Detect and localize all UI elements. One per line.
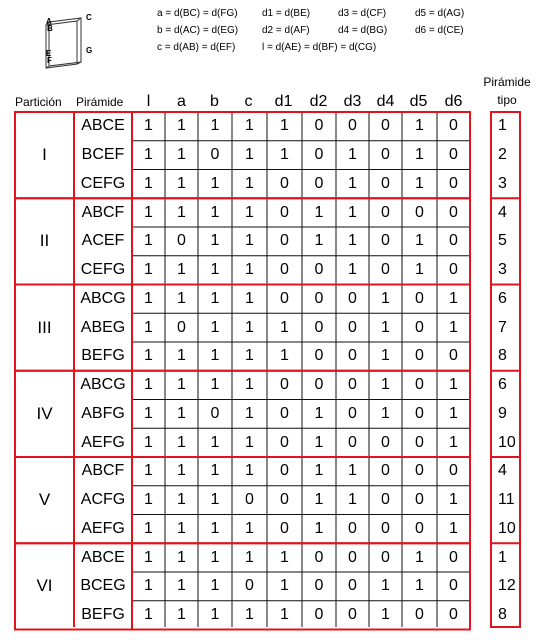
- value-cell: 0: [280, 203, 289, 221]
- tipo-value: 8: [498, 606, 507, 624]
- value-cell: 0: [449, 174, 458, 192]
- definition-1-2: d4 = d(BG): [338, 25, 388, 36]
- definition-0-3: d5 = d(AG): [415, 8, 465, 19]
- value-cell: 1: [210, 462, 220, 480]
- value-cell: 1: [144, 548, 153, 566]
- value-cell: 0: [314, 289, 324, 307]
- value-cell: 1: [245, 433, 254, 451]
- value-cell: 0: [280, 174, 289, 192]
- value-cell: 0: [381, 519, 390, 537]
- value-cell: 1: [177, 117, 186, 135]
- value-cell: 0: [449, 261, 458, 279]
- value-cell: 0: [210, 146, 220, 164]
- pyramid-label: ABCF: [81, 462, 125, 480]
- value-cell: 0: [314, 318, 324, 336]
- value-cell: 0: [314, 117, 324, 135]
- value-cell: 0: [449, 347, 458, 365]
- value-cell: 1: [245, 404, 254, 422]
- tipo-value: 6: [498, 376, 507, 394]
- pyramid-label: ABCE: [81, 548, 125, 566]
- value-cell: 0: [381, 433, 390, 451]
- value-cell: 1: [144, 577, 153, 595]
- value-cell: 1: [415, 548, 424, 566]
- value-cell: 0: [415, 289, 424, 307]
- value-cell: 1: [280, 548, 289, 566]
- value-cell: 0: [280, 491, 289, 509]
- tipo-value: 11: [498, 491, 515, 509]
- value-cell: 1: [144, 174, 153, 192]
- value-cell: 1: [177, 462, 186, 480]
- value-cell: 0: [381, 203, 390, 221]
- pyramid-label: BEFG: [81, 606, 125, 624]
- value-cell: 0: [381, 146, 390, 164]
- value-cell: 1: [144, 261, 153, 279]
- value-cell: 1: [177, 376, 186, 394]
- tipo-value: 1: [498, 117, 507, 135]
- value-cell: 1: [415, 146, 424, 164]
- value-cell: 0: [348, 117, 357, 135]
- value-cell: 0: [348, 376, 357, 394]
- value-cell: 1: [210, 433, 220, 451]
- column-header-c: c: [244, 93, 253, 110]
- value-cell: 1: [210, 261, 220, 279]
- value-cell: 0: [314, 376, 324, 394]
- value-cell: 0: [449, 577, 458, 595]
- value-cell: 0: [210, 404, 220, 422]
- value-cell: 1: [177, 146, 186, 164]
- value-cell: 0: [348, 318, 357, 336]
- value-cell: 1: [245, 376, 254, 394]
- pyramid-label: BCEG: [80, 577, 126, 595]
- value-cell: 1: [449, 404, 458, 422]
- tipo-value: 12: [498, 577, 516, 595]
- value-cell: 1: [177, 203, 186, 221]
- value-cell: 0: [381, 261, 390, 279]
- definition-0-1: d1 = d(BE): [262, 8, 311, 19]
- value-cell: 0: [381, 174, 390, 192]
- value-cell: 1: [210, 203, 220, 221]
- pyramid-label: AEFG: [81, 519, 125, 537]
- value-cell: 1: [210, 318, 220, 336]
- value-cell: 1: [210, 347, 220, 365]
- definition-1-1: d2 = d(AF): [262, 25, 310, 36]
- value-cell: 0: [314, 146, 324, 164]
- column-header-b: b: [210, 93, 219, 110]
- cube-vertex-a: A: [46, 17, 52, 26]
- column-header-l: l: [146, 93, 151, 110]
- value-cell: 1: [144, 433, 153, 451]
- value-cell: 1: [245, 203, 254, 221]
- cube-vertex-c: C: [86, 13, 92, 22]
- pyramid-label: CEFG: [80, 261, 126, 279]
- tipo-value: 8: [498, 347, 507, 365]
- pyramid-label: ABFG: [81, 404, 125, 422]
- value-cell: 0: [449, 203, 458, 221]
- cube-vertex-e: E: [46, 49, 52, 58]
- value-cell: 1: [280, 577, 289, 595]
- value-cell: 1: [144, 232, 153, 250]
- value-cell: 1: [144, 289, 153, 307]
- value-cell: 1: [381, 404, 390, 422]
- value-cell: 1: [177, 289, 186, 307]
- partition-label: II: [39, 231, 50, 251]
- value-cell: 1: [177, 347, 186, 365]
- value-cell: 1: [210, 174, 220, 192]
- value-cell: 0: [314, 548, 324, 566]
- value-cell: 0: [381, 491, 390, 509]
- value-cell: 1: [245, 174, 254, 192]
- value-cell: 0: [348, 433, 357, 451]
- value-cell: 0: [449, 548, 458, 566]
- value-cell: 0: [280, 519, 289, 537]
- value-cell: 1: [381, 347, 390, 365]
- value-cell: 0: [348, 548, 357, 566]
- definition-0-0: a = d(BC) = d(FG): [157, 8, 238, 19]
- definition-2-1: l = d(AE) = d(BF) = d(CG): [262, 42, 377, 53]
- partition-label: IV: [36, 403, 53, 423]
- value-cell: 1: [415, 261, 424, 279]
- value-cell: 0: [314, 606, 324, 624]
- value-cell: 1: [177, 577, 186, 595]
- tipo-value: 4: [498, 203, 507, 221]
- value-cell: 0: [348, 404, 357, 422]
- value-cell: 1: [245, 232, 254, 250]
- definition-0-2: d3 = d(CF): [338, 8, 387, 19]
- cube-vertex-f: F: [47, 56, 52, 65]
- partition-label: VI: [36, 576, 53, 596]
- value-cell: 0: [314, 347, 324, 365]
- value-cell: 0: [381, 462, 390, 480]
- value-cell: 1: [210, 117, 220, 135]
- value-cell: 1: [449, 289, 458, 307]
- definition-2-0: c = d(AB) = d(EF): [157, 42, 236, 53]
- value-cell: 1: [415, 577, 424, 595]
- value-cell: 1: [381, 606, 390, 624]
- value-cell: 0: [348, 606, 357, 624]
- value-cell: 0: [280, 376, 289, 394]
- value-cell: 0: [415, 203, 424, 221]
- pyramid-label: CEFG: [80, 174, 126, 192]
- value-cell: 1: [381, 318, 390, 336]
- value-cell: 1: [245, 261, 254, 279]
- value-cell: 0: [177, 318, 186, 336]
- value-cell: 0: [381, 548, 390, 566]
- value-cell: 1: [381, 376, 390, 394]
- pyramid-label: ACEF: [81, 232, 125, 250]
- value-cell: 1: [449, 491, 458, 509]
- pyramid-label: BCEF: [81, 146, 125, 164]
- value-cell: 1: [280, 606, 289, 624]
- value-cell: 0: [415, 376, 424, 394]
- value-cell: 1: [348, 261, 357, 279]
- pyramid-label: ABCF: [81, 203, 125, 221]
- definition-1-0: b = d(AC) = d(EG): [157, 25, 239, 36]
- pyramid-label: ABCG: [80, 376, 126, 394]
- column-header-d4: d4: [376, 93, 395, 110]
- value-cell: 0: [314, 261, 324, 279]
- value-cell: 0: [415, 347, 424, 365]
- cube-vertex-b: B: [47, 24, 53, 33]
- header-particion: Partición: [15, 95, 62, 109]
- value-cell: 1: [177, 261, 186, 279]
- value-cell: 0: [449, 146, 458, 164]
- value-cell: 0: [280, 462, 289, 480]
- value-cell: 1: [144, 347, 153, 365]
- value-cell: 1: [177, 404, 186, 422]
- value-cell: 1: [245, 117, 254, 135]
- value-cell: 1: [245, 289, 254, 307]
- value-cell: 1: [348, 174, 357, 192]
- value-cell: 0: [449, 117, 458, 135]
- value-cell: 1: [449, 318, 458, 336]
- value-cell: 1: [449, 519, 458, 537]
- value-cell: 1: [144, 318, 153, 336]
- value-cell: 1: [177, 548, 186, 566]
- pyramid-label: ACFG: [80, 491, 126, 509]
- value-cell: 1: [177, 174, 186, 192]
- value-cell: 1: [280, 117, 289, 135]
- header-tipo-1: Pirámide: [483, 75, 531, 89]
- value-cell: 1: [210, 606, 220, 624]
- value-cell: 1: [245, 462, 254, 480]
- value-cell: 0: [348, 289, 357, 307]
- value-cell: 0: [449, 606, 458, 624]
- value-cell: 0: [280, 433, 289, 451]
- value-cell: 1: [144, 491, 153, 509]
- pyramid-label: ABEG: [80, 318, 126, 336]
- definition-1-3: d6 = d(CE): [415, 25, 464, 36]
- value-cell: 0: [280, 261, 289, 279]
- cube-back-face: [49, 18, 81, 66]
- value-cell: 1: [348, 203, 357, 221]
- value-cell: 1: [245, 347, 254, 365]
- value-cell: 1: [415, 174, 424, 192]
- value-cell: 1: [210, 289, 220, 307]
- value-cell: 0: [314, 174, 324, 192]
- value-cell: 1: [210, 491, 220, 509]
- value-cell: 1: [381, 289, 390, 307]
- value-cell: 0: [280, 404, 289, 422]
- partition-label: V: [38, 490, 51, 510]
- pyramid-label: AEFG: [81, 433, 125, 451]
- value-cell: 0: [449, 462, 458, 480]
- value-cell: 1: [314, 491, 324, 509]
- value-cell: 0: [314, 577, 324, 595]
- tipo-value: 9: [498, 404, 507, 422]
- partition-label: I: [42, 145, 47, 165]
- value-cell: 1: [144, 606, 153, 624]
- value-cell: 0: [245, 577, 254, 595]
- value-cell: 0: [415, 491, 424, 509]
- value-cell: 1: [177, 519, 186, 537]
- value-cell: 1: [245, 606, 254, 624]
- value-cell: 1: [177, 491, 186, 509]
- value-cell: 1: [144, 376, 153, 394]
- value-cell: 0: [415, 433, 424, 451]
- value-cell: 0: [348, 519, 357, 537]
- value-cell: 1: [245, 146, 254, 164]
- value-cell: 0: [381, 117, 390, 135]
- value-cell: 1: [314, 433, 324, 451]
- tipo-value: 4: [498, 462, 507, 480]
- value-cell: 0: [280, 289, 289, 307]
- value-cell: 1: [280, 318, 289, 336]
- value-cell: 1: [144, 462, 153, 480]
- value-cell: 1: [348, 462, 357, 480]
- value-cell: 1: [144, 146, 153, 164]
- value-cell: 1: [314, 462, 324, 480]
- tipo-value: 7: [498, 318, 507, 336]
- column-header-d5: d5: [409, 93, 428, 110]
- tipo-value: 5: [498, 232, 507, 250]
- value-cell: 1: [348, 491, 357, 509]
- tipo-value: 2: [498, 146, 507, 164]
- value-cell: 1: [280, 146, 289, 164]
- value-cell: 1: [415, 117, 424, 135]
- tipo-value: 1: [498, 548, 507, 566]
- header-piramide: Pirámide: [76, 95, 124, 109]
- value-cell: 0: [415, 606, 424, 624]
- value-cell: 0: [415, 519, 424, 537]
- tipo-value: 3: [498, 261, 507, 279]
- tipo-value: 10: [498, 433, 516, 451]
- value-cell: 0: [177, 232, 186, 250]
- value-cell: 1: [177, 433, 186, 451]
- column-header-d3: d3: [343, 93, 362, 110]
- value-cell: 0: [280, 232, 289, 250]
- value-cell: 1: [144, 519, 153, 537]
- column-header-d6: d6: [444, 93, 463, 110]
- value-cell: 0: [381, 232, 390, 250]
- value-cell: 1: [144, 404, 153, 422]
- value-cell: 1: [280, 347, 289, 365]
- pyramid-label: ABCE: [81, 117, 125, 135]
- pyramid-label: BEFG: [81, 347, 125, 365]
- cube-vertex-g: G: [86, 46, 93, 55]
- column-header-d1: d1: [274, 93, 293, 110]
- column-header-a: a: [177, 93, 186, 110]
- tipo-value: 10: [498, 519, 516, 537]
- value-cell: 1: [415, 232, 424, 250]
- value-cell: 1: [449, 433, 458, 451]
- value-cell: 1: [210, 376, 220, 394]
- tipo-value: 6: [498, 289, 507, 307]
- value-cell: 0: [245, 491, 254, 509]
- value-cell: 1: [314, 203, 324, 221]
- value-cell: 1: [144, 203, 153, 221]
- value-cell: 0: [348, 347, 357, 365]
- value-cell: 1: [314, 232, 324, 250]
- value-cell: 1: [449, 376, 458, 394]
- value-cell: 1: [348, 232, 357, 250]
- tipo-value: 3: [498, 174, 507, 192]
- value-cell: 1: [144, 117, 153, 135]
- value-cell: 1: [210, 519, 220, 537]
- value-cell: 1: [245, 519, 254, 537]
- column-header-d2: d2: [309, 93, 328, 110]
- value-cell: 0: [449, 232, 458, 250]
- value-cell: 0: [415, 318, 424, 336]
- value-cell: 1: [210, 548, 220, 566]
- value-cell: 1: [314, 519, 324, 537]
- value-cell: 1: [348, 146, 357, 164]
- value-cell: 1: [245, 548, 254, 566]
- value-cell: 0: [415, 404, 424, 422]
- value-cell: 1: [210, 232, 220, 250]
- value-cell: 1: [210, 577, 220, 595]
- value-cell: 0: [415, 462, 424, 480]
- value-cell: 0: [348, 577, 357, 595]
- pyramid-label: ABCG: [80, 289, 126, 307]
- value-cell: 1: [245, 318, 254, 336]
- header-tipo-2: tipo: [497, 93, 517, 107]
- value-cell: 1: [314, 404, 324, 422]
- value-cell: 1: [177, 606, 186, 624]
- value-cell: 1: [381, 577, 390, 595]
- partition-label: III: [37, 317, 52, 337]
